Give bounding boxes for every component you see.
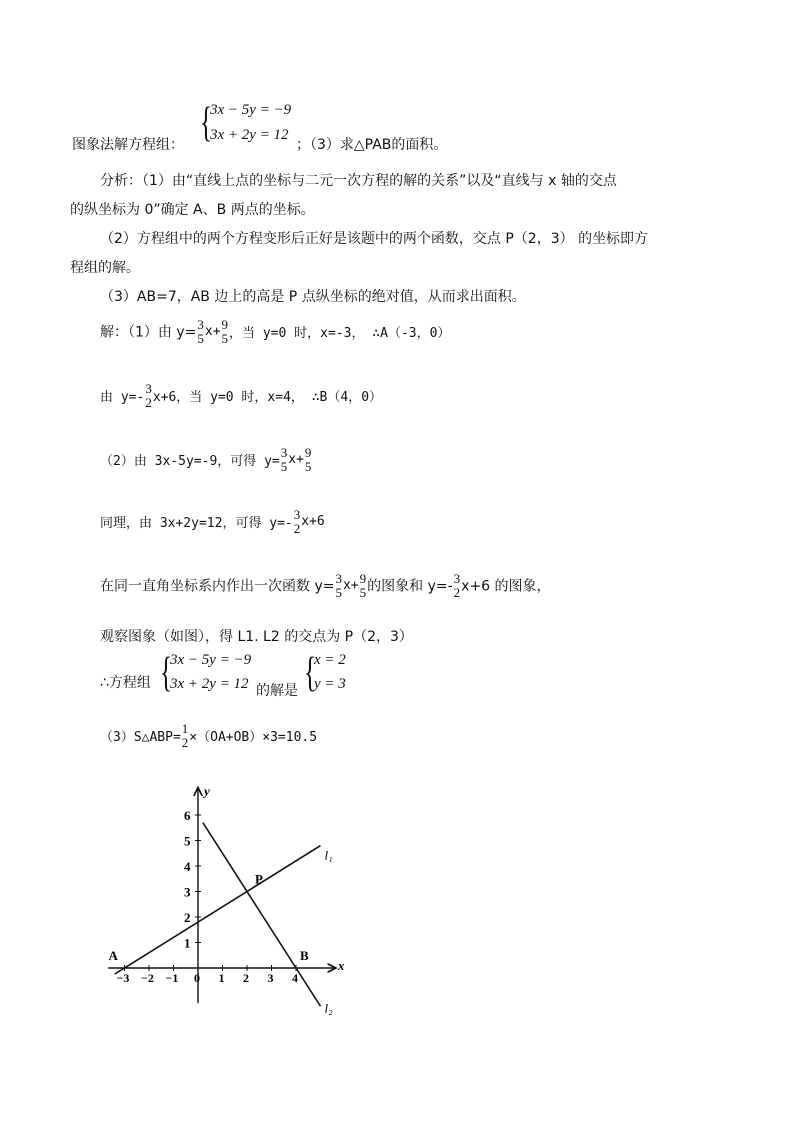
- solution-text: （3）S△ABP=: [100, 730, 181, 745]
- solution-step-6: 观察图象（如图），得 L1. L2 的交点为 P（2，3）: [100, 629, 413, 645]
- solution-step-4: [100, 508, 325, 558]
- fraction-numerator: 3: [453, 571, 461, 586]
- left-brace: {: [200, 100, 213, 146]
- fraction-9-5: [222, 318, 229, 345]
- x-tick-label: 2: [243, 971, 249, 985]
- analysis-line-2a: （2）方程组中的两个方程变形后正好是该题中的两个函数，交点 P（2，3） 的坐标即方: [100, 231, 649, 247]
- x-tick-label: 1: [218, 971, 225, 985]
- solution-text: 解：（1）由 y=: [100, 324, 197, 341]
- x-tick-label: −3: [116, 971, 130, 985]
- x-tick-label: 4: [292, 971, 298, 985]
- solution-text: x+: [288, 452, 304, 467]
- fraction-numerator: 1: [181, 721, 189, 736]
- point-label-B: B: [300, 948, 309, 963]
- solution-step-3: [100, 446, 312, 496]
- fraction-numerator: 3: [197, 317, 204, 332]
- y-tick-label: 5: [184, 833, 191, 849]
- solution-text: x+6，当 y=0 时，x=4， ∴B（4，0）: [152, 390, 383, 405]
- fraction-denominator: 5: [221, 331, 229, 346]
- fraction-3-2: [145, 382, 152, 409]
- series-label: l₂: [324, 1000, 333, 1016]
- fraction-denominator: 2: [453, 585, 461, 600]
- system-eq-1: 3x − 5y = −9: [170, 652, 252, 668]
- solution-text: 同理，由 3x+2y=12，可得 y=-: [100, 516, 293, 531]
- analysis-line-1a: 分析：（1）由“直线上点的坐标与二元一次方程的解的关系”以及“直线与 x 轴的交点: [100, 173, 617, 189]
- analysis-line-2b: 程组的解。: [70, 260, 140, 276]
- y-tick-label: 1: [184, 935, 191, 951]
- solution-text: 的图象和 y=-: [367, 578, 453, 595]
- system-eq-2: 3x + 2y = 12: [170, 676, 249, 692]
- solution-step-8: [100, 722, 317, 772]
- fraction-3-5: [197, 318, 204, 345]
- solution-text: 的解是: [256, 683, 298, 699]
- y-tick-label: 6: [184, 808, 191, 823]
- solution-text: 由 y=-: [100, 390, 145, 405]
- fraction-3-2: [454, 572, 461, 599]
- problem-line: [70, 98, 730, 158]
- fraction-1-2: [182, 722, 189, 749]
- fraction-numerator: 9: [221, 317, 229, 332]
- point-label-A: A: [108, 948, 118, 963]
- fraction-denominator: 5: [335, 585, 342, 600]
- x-tick-label: −1: [165, 971, 179, 985]
- analysis-line-1b: 的纵坐标为 0”确定 A、B 两点的坐标。: [70, 202, 315, 218]
- y-tick-label: 4: [184, 859, 191, 874]
- answer-y: y = 3: [314, 676, 346, 692]
- solution-text: x+: [342, 578, 359, 593]
- fraction-numerator: 3: [335, 571, 342, 586]
- series-line-1: [115, 846, 321, 975]
- analysis-line-3: （3）AB=7，AB 边上的高是 P 点纵坐标的绝对值，从而求出面积。: [100, 289, 526, 305]
- solution-text: x+: [204, 324, 221, 339]
- fraction-denominator: 5: [304, 459, 312, 474]
- x-tick-label: −2: [141, 971, 154, 985]
- fraction-9-5: [305, 446, 312, 473]
- x-tick-label: 0: [194, 971, 200, 985]
- left-brace: {: [304, 650, 317, 696]
- fraction-numerator: 3: [145, 381, 152, 396]
- fraction-denominator: 5: [280, 459, 288, 474]
- fraction-3-5: [335, 572, 342, 599]
- solution-text: ，当 y=0 时，x=-3， ∴A（-3，0）: [229, 326, 451, 341]
- left-brace: {: [160, 650, 173, 696]
- solution-text: （2）由 3x-5y=-9，可得 y=: [100, 454, 280, 469]
- solution-text: ×（OA+OB）×3=10.5: [189, 730, 318, 745]
- fraction-numerator: 3: [293, 507, 301, 522]
- solution-step-5: [100, 572, 551, 622]
- system-eq-2: 3x + 2y = 12: [210, 127, 289, 143]
- y-axis-label: y: [204, 783, 210, 799]
- problem-prefix: 图象法解方程组：: [72, 137, 184, 153]
- system-eq-1: 3x − 5y = −9: [210, 102, 292, 118]
- x-axis-label: x: [337, 958, 345, 973]
- solution-step-1: [100, 318, 450, 368]
- point-label-P: P: [255, 871, 263, 887]
- solution-text: ∴方程组: [100, 675, 151, 691]
- answer-x: x = 2: [314, 652, 346, 668]
- fraction-3-2: [294, 508, 301, 535]
- fraction-numerator: 3: [280, 445, 288, 460]
- fraction-denominator: 5: [197, 331, 204, 346]
- fraction-numerator: 9: [359, 571, 367, 586]
- problem-suffix: ；（3）求△PAB的面积。: [296, 137, 448, 153]
- fraction-9-5: [360, 572, 367, 599]
- fraction-denominator: 5: [359, 585, 367, 600]
- solution-step-7: [100, 650, 400, 700]
- solution-step-2: [100, 382, 382, 432]
- fraction-denominator: 2: [293, 521, 301, 536]
- fraction-numerator: 9: [304, 445, 312, 460]
- y-tick-label: 3: [184, 884, 191, 900]
- fraction-denominator: 2: [145, 395, 152, 410]
- fraction-denominator: 2: [181, 735, 189, 750]
- series-label: l₁: [324, 847, 333, 863]
- x-tick-label: 3: [267, 971, 274, 985]
- y-tick-label: 2: [184, 910, 191, 925]
- solution-text: x+6: [301, 514, 325, 529]
- coordinate-graph: [95, 775, 355, 1016]
- solution-text: x+6 的图象，: [461, 578, 551, 595]
- fraction-3-5: [281, 446, 288, 473]
- solution-text: 在同一直角坐标系内作出一次函数 y=: [100, 578, 335, 595]
